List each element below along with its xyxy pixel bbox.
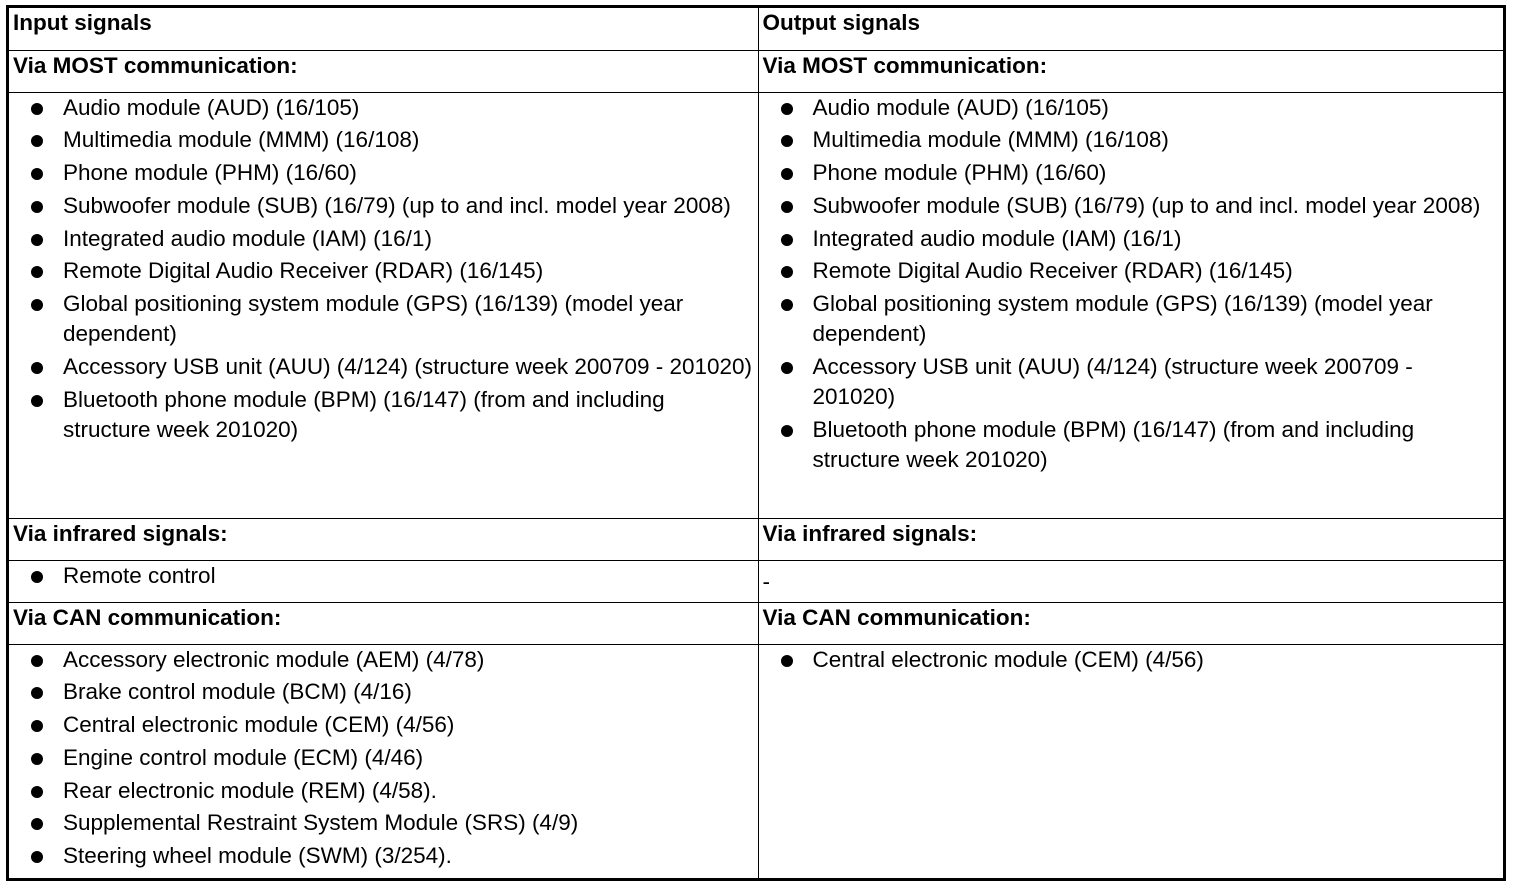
most-output-item-text: Phone module (PHM) (16/60) xyxy=(812,160,1107,186)
bullet-icon xyxy=(781,362,793,374)
can-input-item xyxy=(13,808,754,838)
most-output-item xyxy=(763,125,1500,155)
bullet-icon xyxy=(31,266,43,278)
most-output-item-text: Multimedia module (MMM) (16/108) xyxy=(812,127,1169,153)
most-output-item-text: Bluetooth phone module (BPM) (16/147) (from and including structure week 201020) xyxy=(812,416,1415,472)
infrared-output-value: - xyxy=(762,568,770,594)
most-output-item xyxy=(763,415,1500,475)
bullet-icon xyxy=(781,168,793,180)
most-input-item xyxy=(13,224,754,254)
most-input-item xyxy=(13,191,754,221)
most-items-row xyxy=(9,92,1503,518)
bullet-icon xyxy=(31,687,43,699)
bullet-icon xyxy=(31,168,43,180)
can-input-item xyxy=(13,841,754,871)
most-output-item xyxy=(763,158,1500,188)
most-output-cell xyxy=(758,92,1503,518)
header-row xyxy=(9,8,1503,50)
bullet-icon xyxy=(31,786,43,798)
can-input-title: Via CAN communication: xyxy=(9,602,758,644)
signals-table-frame xyxy=(6,5,1506,881)
bullet-icon xyxy=(781,425,793,437)
infrared-output-title: Via infrared signals: xyxy=(758,518,1503,560)
can-input-item-text: Supplemental Restraint System Module (SRS) (4/9) xyxy=(63,810,579,836)
most-output-item xyxy=(763,256,1500,286)
bullet-icon xyxy=(31,571,43,583)
infrared-input-item-text: Remote control xyxy=(63,562,216,588)
signals-table xyxy=(9,8,1503,878)
most-input-item-text: Global positioning system module (GPS) (16/139) (model year dependent) xyxy=(63,291,684,347)
bullet-icon xyxy=(31,103,43,115)
bullet-icon xyxy=(31,201,43,213)
can-title-row xyxy=(9,602,1503,644)
infrared-output-cell xyxy=(758,560,1503,602)
most-input-item xyxy=(13,93,754,123)
most-input-item-text: Phone module (PHM) (16/60) xyxy=(63,160,357,186)
most-input-item-text: Subwoofer module (SUB) (16/79) (up to and incl. model year 2008) xyxy=(63,192,731,218)
most-input-item xyxy=(13,256,754,286)
most-output-list xyxy=(763,93,1500,475)
most-input-list xyxy=(13,93,754,445)
most-output-item-text: Accessory USB unit (AUU) (4/124) (structure week 200709 - 201020) xyxy=(812,354,1413,410)
can-items-row xyxy=(9,644,1503,878)
most-input-item xyxy=(13,385,754,445)
bullet-icon xyxy=(31,234,43,246)
can-output-list xyxy=(763,645,1500,675)
most-title-row xyxy=(9,50,1503,92)
most-output-item xyxy=(763,93,1500,123)
most-output-item-text: Integrated audio module (IAM) (16/1) xyxy=(812,225,1182,251)
most-output-item-text: Remote Digital Audio Receiver (RDAR) (16/145) xyxy=(812,258,1293,284)
infrared-title-row xyxy=(9,518,1503,560)
most-input-item xyxy=(13,289,754,349)
can-input-item xyxy=(13,677,754,707)
bullet-icon xyxy=(781,655,793,667)
infrared-input-cell xyxy=(9,560,758,602)
can-input-item xyxy=(13,776,754,806)
most-input-item-text: Remote Digital Audio Receiver (RDAR) (16/145) xyxy=(63,258,544,284)
most-output-item xyxy=(763,224,1500,254)
most-input-item xyxy=(13,158,754,188)
most-output-item xyxy=(763,352,1500,412)
can-input-item-text: Rear electronic module (REM) (4/58). xyxy=(63,777,437,803)
can-input-item-text: Brake control module (BCM) (4/16) xyxy=(63,679,412,705)
can-input-item-text: Central electronic module (CEM) (4/56) xyxy=(63,712,455,738)
bullet-icon xyxy=(31,135,43,147)
output-signals-header: Output signals xyxy=(758,8,1503,50)
most-input-item-text: Integrated audio module (IAM) (16/1) xyxy=(63,225,432,251)
infrared-input-item xyxy=(13,561,754,591)
most-input-cell xyxy=(9,92,758,518)
most-input-item-text: Multimedia module (MMM) (16/108) xyxy=(63,127,420,153)
infrared-items-row xyxy=(9,560,1503,602)
bullet-icon xyxy=(31,818,43,830)
most-input-title: Via MOST communication: xyxy=(9,50,758,92)
most-input-item xyxy=(13,352,754,382)
most-output-item-text: Subwoofer module (SUB) (16/79) (up to and incl. model year 2008) xyxy=(812,192,1481,218)
bullet-icon xyxy=(31,720,43,732)
most-input-item xyxy=(13,125,754,155)
most-output-item xyxy=(763,289,1500,349)
most-input-item-text: Accessory USB unit (AUU) (4/124) (structure week 200709 - 201020) xyxy=(63,354,753,380)
most-output-title: Via MOST communication: xyxy=(758,50,1503,92)
bullet-icon xyxy=(31,753,43,765)
bullet-icon xyxy=(31,362,43,374)
bullet-icon xyxy=(781,103,793,115)
can-input-item xyxy=(13,743,754,773)
bullet-icon xyxy=(31,395,43,407)
most-output-item-text: Global positioning system module (GPS) (16/139) (model year dependent) xyxy=(812,291,1433,347)
most-input-item-text: Bluetooth phone module (BPM) (16/147) (from and including structure week 201020) xyxy=(63,386,665,442)
can-output-title: Via CAN communication: xyxy=(758,602,1503,644)
bullet-icon xyxy=(781,299,793,311)
bullet-icon xyxy=(781,266,793,278)
bullet-icon xyxy=(31,851,43,863)
bullet-icon xyxy=(31,655,43,667)
bullet-icon xyxy=(781,234,793,246)
infrared-input-list xyxy=(13,561,754,591)
most-output-item-text: Audio module (AUD) (16/105) xyxy=(812,94,1109,120)
bullet-icon xyxy=(781,135,793,147)
can-output-cell xyxy=(758,644,1503,878)
bullet-icon xyxy=(781,201,793,213)
input-signals-header: Input signals xyxy=(9,8,758,50)
can-input-list xyxy=(13,645,754,872)
can-output-item xyxy=(763,645,1500,675)
can-input-cell xyxy=(9,644,758,878)
can-input-item-text: Steering wheel module (SWM) (3/254). xyxy=(63,843,452,869)
can-output-item-text: Central electronic module (CEM) (4/56) xyxy=(812,646,1204,672)
can-input-item-text: Engine control module (ECM) (4/46) xyxy=(63,744,424,770)
can-input-item xyxy=(13,645,754,675)
infrared-input-title: Via infrared signals: xyxy=(9,518,758,560)
can-input-item-text: Accessory electronic module (AEM) (4/78) xyxy=(63,646,485,672)
most-input-item-text: Audio module (AUD) (16/105) xyxy=(63,94,360,120)
bullet-icon xyxy=(31,299,43,311)
most-output-item xyxy=(763,191,1500,221)
can-input-item xyxy=(13,710,754,740)
